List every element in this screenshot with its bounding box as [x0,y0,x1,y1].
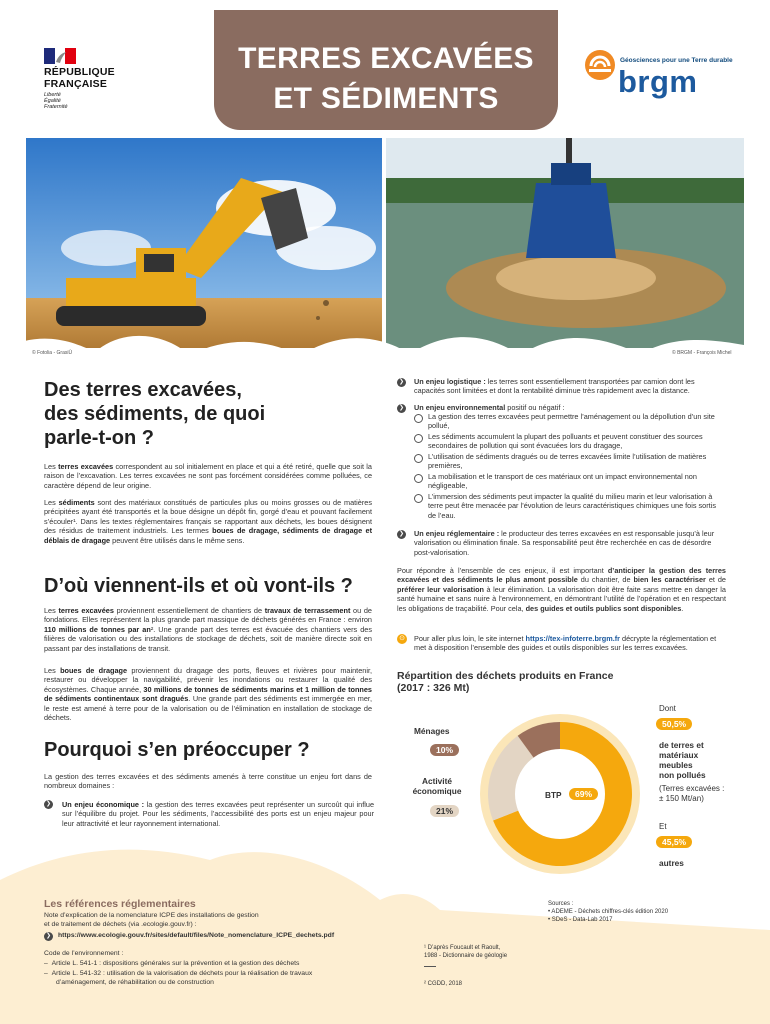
section2-paragraph2: Les boues de dragage proviennent du dragage des ports, fleuves et rivières pour maintenir, restaurer ou développer la navigabilité, prévenir les inondations ou restaurer la qualité des écosystèmes. Chaque année, 30 millions de tonnes de sédiments marins et 1 million de tonnes de sédiments continentaux sont dragués. Une grande part des sédiments est immergée en mer, le reste est amené à terre pour de la valorisation ou de l’élimination en installation de stockage de déchets. [44,666,372,723]
section2-heading: D’où viennent-ils et où vont-ils ? [44,575,353,597]
circle-bullet-icon [414,474,423,483]
env-item: La gestion des terres excavées peut permettre l’aménagement ou la dépollution d’un site pollué, [428,412,715,431]
infoterre-link[interactable]: https://tex-infoterre.brgm.fr [525,634,621,643]
et-pct: 45,5% [656,836,692,848]
icpe-note-link[interactable]: https://www.ecologie.gouv.fr/sites/default/files/Note_nomenclature_ICPE_dechets.pdf [58,932,335,939]
env-item: Les sédiments accumulent la plupart des polluants et peuvent constituer des sources secondaires de pollution qui sont évacuées lors du dragage, [428,432,703,451]
pct-activite: 21% [430,805,459,817]
info-icon: ⊙ [397,634,407,644]
section3-heading: Pourquoi s’en préoccuper ? [44,739,310,761]
sources-block: Sources : • ADEME - Déchets chiffres-clés édition 2020 • SDeS - Data-Lab 2017 [548,901,669,923]
arrow-bullet-icon: ❯ [45,801,52,807]
right-photo-credit: © BRGM - François Michel [672,350,732,356]
dont-pct: 50,5% [656,718,692,730]
article-l541-1: – Article L. 541-1 : dispositions générales sur la prévention et la gestion des déchets [44,960,300,967]
terres-excavees-note: (Terres excavées : ± 150 Mt/an) [659,784,725,803]
env-item: L’utilisation de sédiments dragués ou de terres excavées limite l’utilisation de matières premières, [428,452,707,471]
regulatory-issue: Un enjeu réglementaire : le producteur des terres excavées en est responsable jusqu’à leur valorisation ou élimination finale. Sa responsabilité peut être recherchée en cas de désordre post-valorisation. [414,529,715,557]
pct-btp: 69% [569,788,598,800]
article-l541-32: – Article L. 541-32 : utilisation de la valorisation de déchets pour la réalisation de travaux d’aménagement, de réhabilitation ou de construction [44,970,313,986]
circle-bullet-icon [414,494,423,503]
arrow-bullet-icon: ❯ [398,405,405,411]
footnote-divider [424,966,436,967]
section1-heading: Des terres excavées, des sédiments, de quoi parle-t-on ? [44,379,266,449]
economic-issue: Un enjeu économique : la gestion des terres excavées peut représenter un surcoût qui influe sur l’équilibre du projet. Pour les sédiments, l’accessibilité des ports est un enjeu majeur pour leur attractivité et leur rayonnement international. [62,800,375,828]
footnote-1: ¹ D’après Foucault et Raoult, 1988 - Dictionnaire de géologie [424,945,508,959]
icpe-note: Note d’explication de la nomenclature ICPE des installations de gestion et de traitement de déchets (via .ecologie.gouv.fr) : [44,912,259,928]
cloud-divider [0,310,770,370]
circle-bullet-icon [414,434,423,443]
arrow-bullet-icon: ❯ [398,379,405,385]
chart-title: Répartition des déchets produits en France (2017 : 326 Mt) [397,670,614,694]
label-btp: BTP [545,790,562,800]
response-paragraph: Pour répondre à l’ensemble de ces enjeux, il est important d’anticiper la gestion des terres excavées et des sédiments le plus amont possible du chantier, de bien les caractériser et de préférer leur valorisation à leur élimination. La valorisation doit être faite sans mettre en danger la santé humaine et sans nuire à l’environnement, en démontrant l’utilité de l’opération et en respectant les obligations de traçabilité. Pour cela, des guides et outils publics sont disponibles. [397,566,726,613]
et-description: autres [659,858,684,868]
page-title-line2: ET SÉDIMENTS [273,82,499,115]
section1-paragraph1: Les terres excavées correspondent au sol initialement en place et qui a été retiré, quelle que soit la raison de l’excavation. Les terres excavées ne sont pas forcément considérées comme polluées, ce caractère dépend de leur origine. [44,462,372,490]
label-menages: Ménages [414,726,450,736]
arrow-bullet-icon: ❯ [45,933,52,939]
label-activite: Activité économique [412,776,462,796]
logistic-issue: Un enjeu logistique : les terres sont essentiellement transportées par camion dont les capacités sont limitées et dont la rentabilité diminue très rapidement avec la distance. [414,377,695,396]
section2-paragraph1: Les terres excavées proviennent essentiellement de chantiers de travaux de terrassement ou de fondations. Elles représentent la plus grande part massique de déchets générés en France : environ 110 millions de tonnes par an². Une grande part des terres est évacuée des chantiers vers des filières de valorisation ou des installations de stockage de déchets, soit de manière directe soit en passant par des installations de transit. [44,606,372,653]
section1-paragraph2: Les sédiments sont des matériaux constitués de particules plus ou moins grosses ou de matières précipitées ayant été transportés et la boue désigne un dépôt fin, gorgé d’eau et pouvant facilement s’écouler¹. Dans les textes réglementaires français se rapportant aux déchets, les boues désignent des résidus de traitement industriels. Les termes boues de dragage, sédiments de dragage et déblais de dragage peuvent être utilisés dans le même sens. [44,498,373,545]
circle-bullet-icon [414,414,423,423]
pct-menages: 10% [430,744,459,756]
env-item: La mobilisation et le transport de ces matériaux ont un impact environnemental non négligeable, [428,472,697,491]
footnote-2: ² CGDD, 2018 [424,981,463,987]
env-item: L’immersion des sédiments peut impacter la qualité du milieu marin et leur valorisation à terre peut être menacée par l’évolution de leurs caractéristiques chimiques une fois sortis de l’eau. [428,492,716,520]
arrow-bullet-icon: ❯ [398,531,405,537]
environmental-issue: Un enjeu environnemental positif ou négatif : [414,403,565,412]
republic-motto: Liberté Égalité Fraternité [44,92,68,111]
et-label: Et [659,822,667,831]
page-title-line1: TERRES EXCAVÉES [238,42,534,75]
code-environnement-label: Code de l’environnement : [44,950,124,957]
republique-francaise-label: RÉPUBLIQUE FRANÇAISE [44,66,115,90]
dont-description: de terres et matériaux meubles non pollués [659,740,706,780]
brgm-tagline: Géosciences pour une Terre durable [620,57,733,64]
marianne-logo [44,48,76,64]
section3-intro: La gestion des terres excavées et des sédiments amenés à terre constitue un enjeu fort dans de nombreux domaines : [44,772,372,791]
further-info: Pour aller plus loin, le site internet https://tex-infoterre.brgm.fr décrypte la réglementation et met à disposition l’ensemble des guides et outils disponibles sur les terres excavées. [414,634,717,653]
references-title: Les références réglementaires [44,898,196,910]
brgm-logo-icon [584,49,616,81]
dont-label: Dont [659,704,676,713]
left-photo-credit: © Fotolia - GrasiŪ [32,350,73,356]
circle-bullet-icon [414,454,423,463]
brgm-wordmark: brgm [618,64,698,99]
